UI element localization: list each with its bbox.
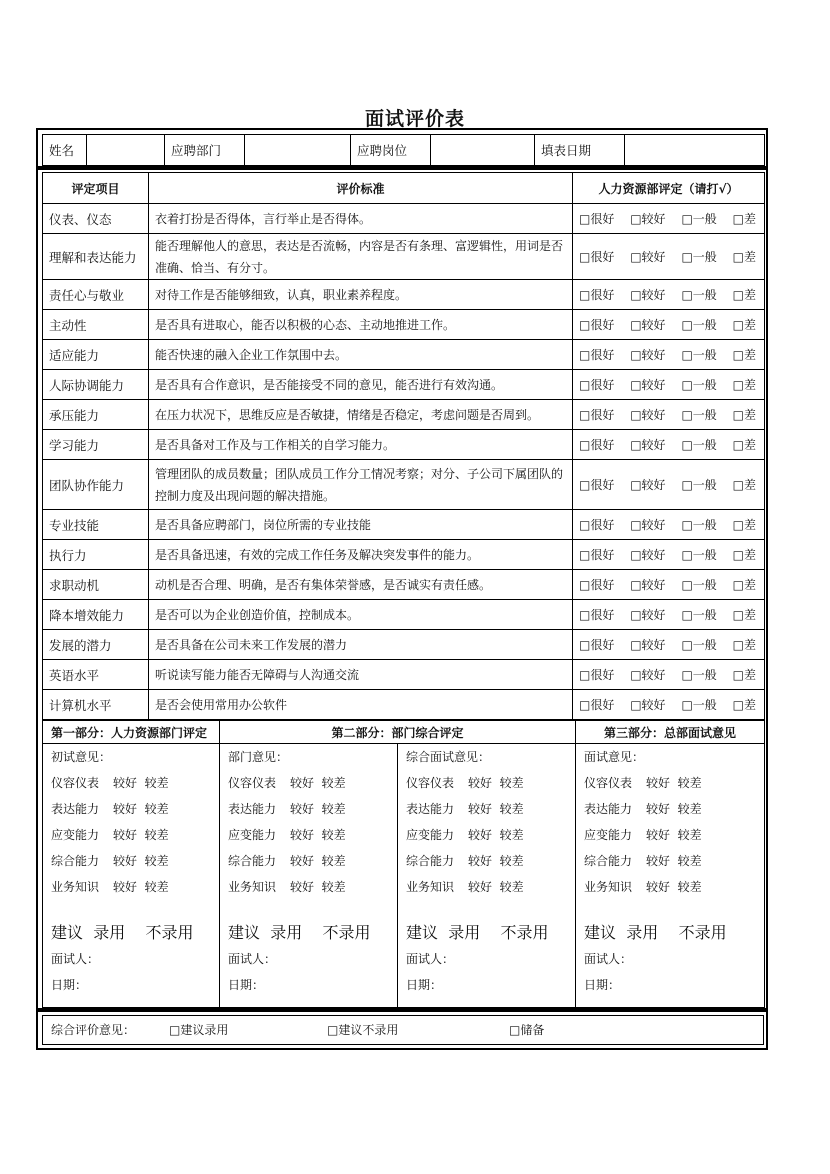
criterion-name: 业务知识 [51, 880, 100, 894]
summary-row [42, 1015, 764, 1045]
name-field[interactable] [87, 135, 165, 166]
criterion-options[interactable]: 较好 较差 [290, 880, 346, 894]
rating-checkbox[interactable]: □很好 [579, 668, 615, 682]
criterion-line [584, 796, 756, 822]
rating-checkbox[interactable]: □很好 [579, 250, 615, 264]
table-row [43, 540, 765, 570]
page-title: 面试评价表 [364, 108, 465, 130]
criterion-line [584, 822, 756, 848]
nohire-option[interactable]: 不录用 [500, 923, 549, 942]
criterion-line [584, 874, 756, 900]
criterion-line [406, 770, 567, 796]
eval-item: 承压能力 [43, 400, 149, 430]
rating-checkbox[interactable]: □差 [732, 318, 756, 332]
eval-rating [573, 234, 765, 280]
criterion-options[interactable]: 较好 较差 [646, 880, 702, 894]
criterion-name: 表达能力 [51, 802, 100, 816]
rating-checkbox[interactable]: □很好 [579, 698, 615, 712]
eval-rating [573, 400, 765, 430]
rating-checkbox[interactable]: □较好 [630, 608, 666, 622]
criterion-line [228, 848, 389, 874]
dept-opinion-cell [220, 744, 398, 1008]
eval-standard: 是否可以为企业创造价值，控制成本。 [149, 600, 573, 630]
criterion-name: 应变能力 [51, 828, 100, 842]
rating-checkbox[interactable]: □一般 [681, 478, 717, 492]
part2-title: 第二部分：部门综合评定 [220, 721, 576, 744]
table-row [43, 234, 765, 280]
post-field[interactable] [431, 135, 535, 166]
suggest-label: 建议 [406, 923, 439, 942]
eval-item: 计算机水平 [43, 690, 149, 720]
eval-standard: 是否具备迅速，有效的完成工作任务及解决突发事件的能力。 [149, 540, 573, 570]
eval-item: 理解和表达能力 [43, 234, 149, 280]
criterion-line [584, 848, 756, 874]
criterion-options[interactable]: 较好 较差 [468, 802, 524, 816]
nohire-option[interactable]: 不录用 [678, 923, 727, 942]
eval-rating [573, 310, 765, 340]
rating-checkbox[interactable]: □一般 [681, 638, 717, 652]
rating-checkbox[interactable]: □很好 [579, 378, 615, 392]
rating-checkbox[interactable]: □一般 [681, 288, 717, 302]
rating-checkbox[interactable]: □很好 [579, 288, 615, 302]
rating-checkbox[interactable]: □差 [732, 250, 756, 264]
rating-checkbox[interactable]: □差 [732, 408, 756, 422]
rating-checkbox[interactable]: □一般 [681, 548, 717, 562]
rating-checkbox[interactable]: □较好 [630, 478, 666, 492]
rating-checkbox[interactable]: □很好 [579, 348, 615, 362]
rating-checkbox[interactable]: □很好 [579, 408, 615, 422]
rating-checkbox[interactable]: □较好 [630, 408, 666, 422]
decision-line [406, 920, 567, 946]
rating-checkbox[interactable]: □较好 [630, 668, 666, 682]
applicant-info-table [42, 134, 765, 166]
eval-item: 团队协作能力 [43, 460, 149, 510]
nohire-option[interactable]: 不录用 [322, 923, 371, 942]
rating-checkbox[interactable]: □差 [732, 288, 756, 302]
criterion-options[interactable]: 较好 较差 [113, 854, 169, 868]
eval-item: 主动性 [43, 310, 149, 340]
table-row [43, 204, 765, 234]
criterion-line [51, 874, 211, 900]
table-row [43, 280, 765, 310]
criterion-line [406, 796, 567, 822]
opinion-label: 面试意见： [584, 750, 645, 764]
rating-checkbox[interactable]: □很好 [579, 608, 615, 622]
rating-checkbox[interactable]: □差 [732, 578, 756, 592]
eval-standard: 是否会使用常用办公软件 [149, 690, 573, 720]
eval-item: 责任心与敬业 [43, 280, 149, 310]
eval-item: 仪表、仪态 [43, 204, 149, 234]
criterion-options[interactable]: 较好 较差 [290, 854, 346, 868]
criterion-options[interactable]: 较好 较差 [646, 802, 702, 816]
criterion-options[interactable]: 较好 较差 [468, 828, 524, 842]
fill-date-field[interactable] [625, 135, 765, 166]
opinion-label: 综合面试意见： [406, 750, 491, 764]
criterion-name: 仪容仪表 [406, 776, 455, 790]
criterion-line [51, 796, 211, 822]
suggest-nohire-checkbox[interactable]: □建议不录用 [327, 1023, 399, 1037]
criterion-options[interactable]: 较好 较差 [468, 776, 524, 790]
rating-checkbox[interactable]: □很好 [579, 212, 615, 226]
summary-frame [36, 1010, 768, 1050]
criterion-name: 应变能力 [406, 828, 455, 842]
table-row [43, 690, 765, 720]
eval-standard: 是否具备在公司未来工作发展的潜力 [149, 630, 573, 660]
rating-checkbox[interactable]: □很好 [579, 548, 615, 562]
table-row [43, 460, 765, 510]
criterion-name: 综合能力 [228, 854, 277, 868]
eval-standard: 能否快速的融入企业工作氛围中去。 [149, 340, 573, 370]
eval-standard: 动机是否合理、明确，是否有集体荣誉感，是否诚实有责任感。 [149, 570, 573, 600]
eval-standard: 是否具有进取心，能否以积极的心态、主动地推进工作。 [149, 310, 573, 340]
eval-rating [573, 370, 765, 400]
opinion-label: 初试意见： [51, 750, 112, 764]
criterion-line [51, 848, 211, 874]
hire-option[interactable]: 录用 [93, 923, 126, 942]
opinion-section [42, 720, 765, 1008]
criterion-name: 仪容仪表 [228, 776, 277, 790]
table-row [43, 370, 765, 400]
eval-standard: 管理团队的成员数量；团队成员工作分工情况考察；对分、子公司下属团队的控制力度及出现问题的解决措施。 [149, 460, 573, 510]
eval-standard: 是否具备应聘部门，岗位所需的专业技能 [149, 510, 573, 540]
eval-rating [573, 430, 765, 460]
rating-checkbox[interactable]: □差 [732, 698, 756, 712]
rating-checkbox[interactable]: □差 [732, 668, 756, 682]
rating-checkbox[interactable]: □一般 [681, 408, 717, 422]
table-row [43, 570, 765, 600]
hr-opinion-cell [43, 744, 220, 1008]
table-row [43, 400, 765, 430]
eval-standard: 听说读写能力能否无障碍与人沟通交流 [149, 660, 573, 690]
eval-standard: 衣着打扮是否得体，言行举止是否得体。 [149, 204, 573, 234]
rating-checkbox[interactable]: □较好 [630, 578, 666, 592]
suggest-label: 建议 [584, 923, 617, 942]
combined-opinion-cell [398, 744, 576, 1008]
rating-checkbox[interactable]: □一般 [681, 250, 717, 264]
rating-checkbox[interactable]: □一般 [681, 668, 717, 682]
eval-item: 发展的潜力 [43, 630, 149, 660]
rating-checkbox[interactable]: □一般 [681, 378, 717, 392]
criterion-options[interactable]: 较好 较差 [468, 880, 524, 894]
rating-checkbox[interactable]: □较好 [630, 318, 666, 332]
criterion-line [406, 848, 567, 874]
table-row [43, 630, 765, 660]
eval-rating [573, 600, 765, 630]
rating-checkbox[interactable]: □差 [732, 478, 756, 492]
date-label: 日期： [51, 978, 88, 992]
eval-rating [573, 660, 765, 690]
eval-item: 执行力 [43, 540, 149, 570]
criterion-line [228, 822, 389, 848]
rating-checkbox[interactable]: □很好 [579, 318, 615, 332]
hire-option[interactable]: 录用 [626, 923, 659, 942]
criterion-line [584, 770, 756, 796]
hire-option[interactable]: 录用 [448, 923, 481, 942]
eval-rating [573, 340, 765, 370]
criterion-options[interactable]: 较好 较差 [113, 880, 169, 894]
rating-checkbox[interactable]: □一般 [681, 438, 717, 452]
criterion-options[interactable]: 较好 较差 [290, 828, 346, 842]
eval-rating [573, 460, 765, 510]
rating-checkbox[interactable]: □差 [732, 548, 756, 562]
eval-item: 降本增效能力 [43, 600, 149, 630]
criterion-name: 业务知识 [228, 880, 277, 894]
criterion-options[interactable]: 较好 较差 [113, 802, 169, 816]
criterion-options[interactable]: 较好 较差 [290, 776, 346, 790]
evaluation-frame [36, 168, 768, 1010]
criterion-name: 表达能力 [584, 802, 633, 816]
hire-option[interactable]: 录用 [270, 923, 303, 942]
post-label: 应聘岗位 [351, 135, 431, 166]
rating-checkbox[interactable]: □较好 [630, 438, 666, 452]
fill-date-label: 填表日期 [535, 135, 625, 166]
criterion-name: 应变能力 [584, 828, 633, 842]
eval-rating [573, 280, 765, 310]
criterion-options[interactable]: 较好 较差 [646, 828, 702, 842]
rating-checkbox[interactable]: □很好 [579, 518, 615, 532]
eval-rating [573, 204, 765, 234]
criterion-line [51, 822, 211, 848]
suggest-label: 建议 [51, 923, 84, 942]
eval-rating [573, 630, 765, 660]
summary-label: 综合评价意见： [51, 1023, 136, 1037]
eval-standard: 是否具备对工作及与工作相关的自学习能力。 [149, 430, 573, 460]
suggest-label: 建议 [228, 923, 261, 942]
criterion-name: 仪容仪表 [51, 776, 100, 790]
rating-checkbox[interactable]: □差 [732, 518, 756, 532]
rating-checkbox[interactable]: □很好 [579, 478, 615, 492]
dept-field[interactable] [245, 135, 351, 166]
criterion-options[interactable]: 较好 较差 [113, 776, 169, 790]
table-row [43, 660, 765, 690]
criterion-line [228, 770, 389, 796]
criterion-line [406, 822, 567, 848]
rating-checkbox[interactable]: □差 [732, 348, 756, 362]
eval-item: 专业技能 [43, 510, 149, 540]
rating-checkbox[interactable]: □较好 [630, 518, 666, 532]
hq-opinion-cell [576, 744, 765, 1008]
dept-label: 应聘部门 [165, 135, 245, 166]
applicant-info-frame [36, 128, 768, 168]
rating-checkbox[interactable]: □一般 [681, 212, 717, 226]
eval-item: 适应能力 [43, 340, 149, 370]
rating-checkbox[interactable]: □一般 [681, 608, 717, 622]
criterion-name: 综合能力 [584, 854, 633, 868]
rating-checkbox[interactable]: □较好 [630, 348, 666, 362]
eval-standard: 对待工作是否能够细致，认真，职业素养程度。 [149, 280, 573, 310]
reserve-checkbox[interactable]: □储备 [509, 1023, 545, 1037]
suggest-hire-checkbox[interactable]: □建议录用 [169, 1023, 229, 1037]
col-header-hr-rating: 人力资源部评定（请打√） [573, 173, 765, 204]
rating-checkbox[interactable]: □差 [732, 438, 756, 452]
rating-checkbox[interactable]: □一般 [681, 578, 717, 592]
criterion-options[interactable]: 较好 较差 [646, 776, 702, 790]
decision-line [584, 920, 756, 946]
rating-checkbox[interactable]: □较好 [630, 638, 666, 652]
rating-checkbox[interactable]: □很好 [579, 438, 615, 452]
rating-checkbox[interactable]: □较好 [630, 250, 666, 264]
rating-checkbox[interactable]: □一般 [681, 698, 717, 712]
criterion-line [51, 770, 211, 796]
evaluation-table [42, 172, 765, 720]
eval-item: 英语水平 [43, 660, 149, 690]
table-row [43, 600, 765, 630]
part3-title: 第三部分：总部面试意见 [576, 721, 765, 744]
criterion-name: 表达能力 [406, 802, 455, 816]
criterion-name: 综合能力 [51, 854, 100, 868]
criterion-name: 应变能力 [228, 828, 277, 842]
opinion-label: 部门意见： [228, 750, 289, 764]
criterion-name: 仪容仪表 [584, 776, 633, 790]
decision-line [51, 920, 211, 946]
interviewer-label: 面试人： [406, 952, 455, 966]
rating-checkbox[interactable]: □较好 [630, 212, 666, 226]
table-row [43, 310, 765, 340]
eval-standard: 在压力状况下，思维反应是否敏捷，情绪是否稳定，考虑问题是否周到。 [149, 400, 573, 430]
rating-checkbox[interactable]: □差 [732, 638, 756, 652]
criterion-options[interactable]: 较好 较差 [290, 802, 346, 816]
rating-checkbox[interactable]: □较好 [630, 548, 666, 562]
eval-rating [573, 570, 765, 600]
date-label: 日期： [228, 978, 265, 992]
name-label: 姓名 [43, 135, 87, 166]
eval-rating [573, 510, 765, 540]
rating-checkbox[interactable]: □差 [732, 378, 756, 392]
rating-checkbox[interactable]: □较好 [630, 698, 666, 712]
nohire-option[interactable]: 不录用 [145, 923, 194, 942]
eval-rating [573, 690, 765, 720]
rating-checkbox[interactable]: □一般 [681, 348, 717, 362]
date-label: 日期： [406, 978, 443, 992]
interviewer-label: 面试人： [584, 952, 633, 966]
criterion-name: 业务知识 [406, 880, 455, 894]
eval-standard: 是否具有合作意识，是否能接受不同的意见，能否进行有效沟通。 [149, 370, 573, 400]
rating-checkbox[interactable]: □较好 [630, 288, 666, 302]
eval-standard: 能否理解他人的意思，表达是否流畅，内容是否有条理、富逻辑性，用词是否准确、恰当、有分寸。 [149, 234, 573, 280]
criterion-options[interactable]: 较好 较差 [646, 854, 702, 868]
date-label: 日期： [584, 978, 621, 992]
rating-checkbox[interactable]: □很好 [579, 578, 615, 592]
col-header-item: 评定项目 [43, 173, 149, 204]
rating-checkbox[interactable]: □较好 [630, 378, 666, 392]
rating-checkbox[interactable]: □差 [732, 608, 756, 622]
criterion-line [228, 796, 389, 822]
eval-rating [573, 540, 765, 570]
part1-title: 第一部分：人力资源部门评定 [43, 721, 220, 744]
criterion-line [406, 874, 567, 900]
criterion-line [228, 874, 389, 900]
eval-item: 求职动机 [43, 570, 149, 600]
criterion-options[interactable]: 较好 较差 [113, 828, 169, 842]
rating-checkbox[interactable]: □很好 [579, 638, 615, 652]
criterion-options[interactable]: 较好 较差 [468, 854, 524, 868]
interviewer-label: 面试人： [228, 952, 277, 966]
criterion-name: 综合能力 [406, 854, 455, 868]
criterion-name: 业务知识 [584, 880, 633, 894]
interviewer-label: 面试人： [51, 952, 100, 966]
decision-line [228, 920, 389, 946]
rating-checkbox[interactable]: □差 [732, 212, 756, 226]
col-header-standard: 评价标准 [149, 173, 573, 204]
eval-item: 学习能力 [43, 430, 149, 460]
rating-checkbox[interactable]: □一般 [681, 318, 717, 332]
table-row [43, 340, 765, 370]
eval-item: 人际协调能力 [43, 370, 149, 400]
criterion-name: 表达能力 [228, 802, 277, 816]
table-row [43, 510, 765, 540]
rating-checkbox[interactable]: □一般 [681, 518, 717, 532]
table-row [43, 430, 765, 460]
